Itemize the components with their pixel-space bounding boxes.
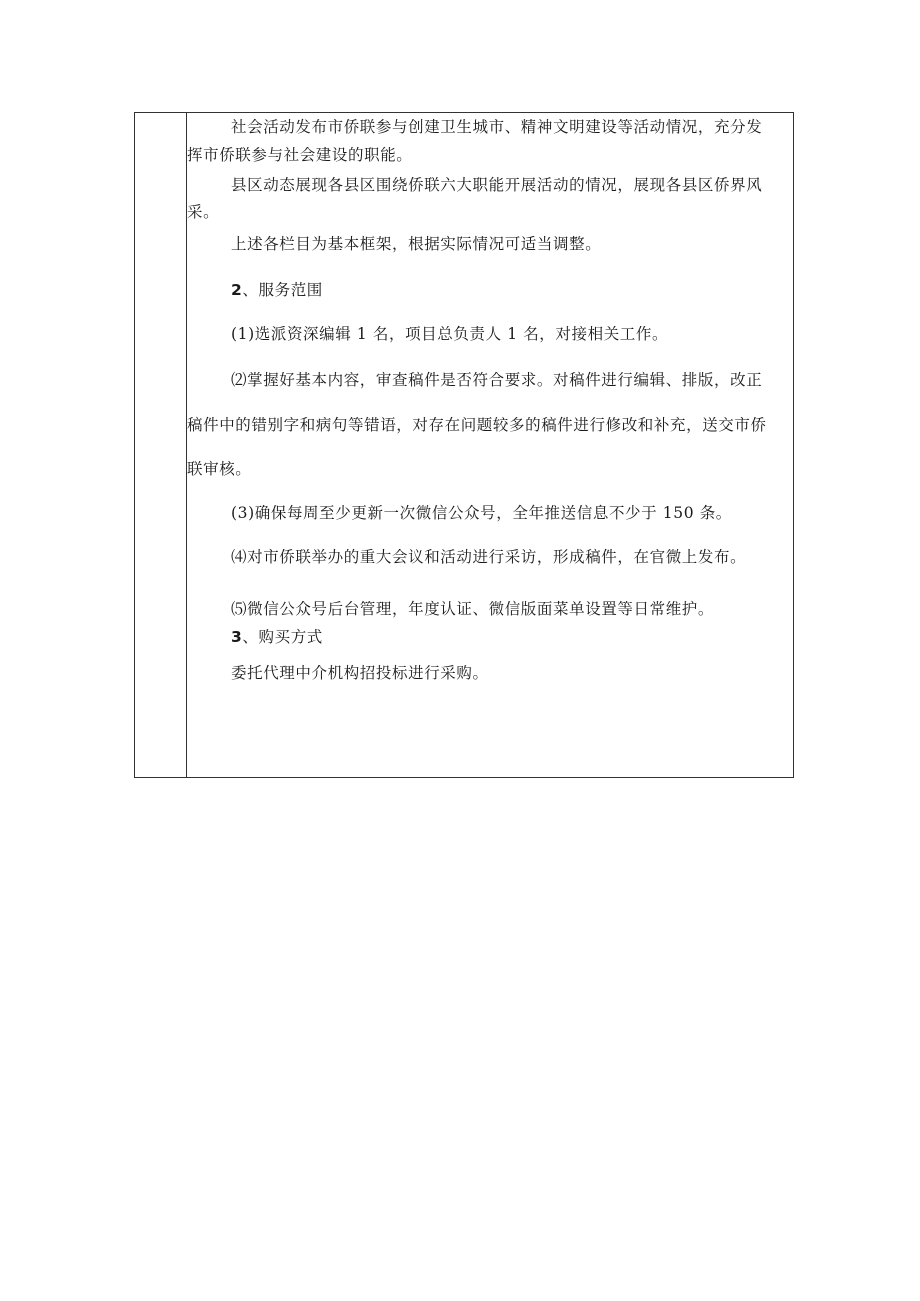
county-news-paragraph-line1: 县区动态展现各县区围绕侨联六大职能开展活动的情况，展现各县区侨界风 (231, 176, 763, 194)
section-2-heading (187, 280, 793, 300)
framework-note: 上述各栏目为基本框架，根据实际情况可适当调整。 (231, 235, 602, 253)
social-activity-paragraph-line1: 社会活动发布市侨联参与创建卫生城市、精神文明建设等活动情况，充分发 (231, 118, 763, 136)
service-item-2-line1: ⑵掌握好基本内容，审查稿件是否符合要求。对稿件进行编辑、排版，改正 (231, 371, 763, 389)
service-item-5: ⑸微信公众号后台管理，年度认证、微信版面菜单设置等日常维护。 (231, 600, 715, 618)
label-column (135, 113, 187, 777)
purchase-method-text: 委托代理中介机构招投标进行采购。 (231, 664, 489, 682)
content-cell (187, 113, 793, 777)
section-2-title: 、服务范围 (242, 281, 323, 299)
section-3-title: 、购买方式 (242, 628, 323, 646)
county-news-paragraph-line2: 采。 (187, 203, 220, 221)
service-item-4: ⑷对市侨联举办的重大会议和活动进行采访，形成稿件，在官微上发布。 (231, 548, 747, 566)
document-table (134, 112, 794, 778)
social-activity-paragraph-line2: 挥市侨联参与社会建设的职能。 (187, 146, 413, 164)
section-3-number: 3 (231, 628, 243, 646)
section-2-number: 2 (231, 281, 243, 299)
service-item-3: (3)确保每周至少更新一次微信公众号，全年推送信息不少于 150 条。 (231, 504, 732, 522)
service-item-2-line2: 稿件中的错别字和病句等错语，对存在问题较多的稿件进行修改和补充，送交市侨 (187, 416, 767, 434)
service-item-2-line3: 联审核。 (187, 460, 252, 478)
service-item-1: (1)选派资深编辑 1 名，项目总负责人 1 名，对接相关工作。 (231, 325, 669, 343)
section-3-heading (187, 627, 793, 647)
